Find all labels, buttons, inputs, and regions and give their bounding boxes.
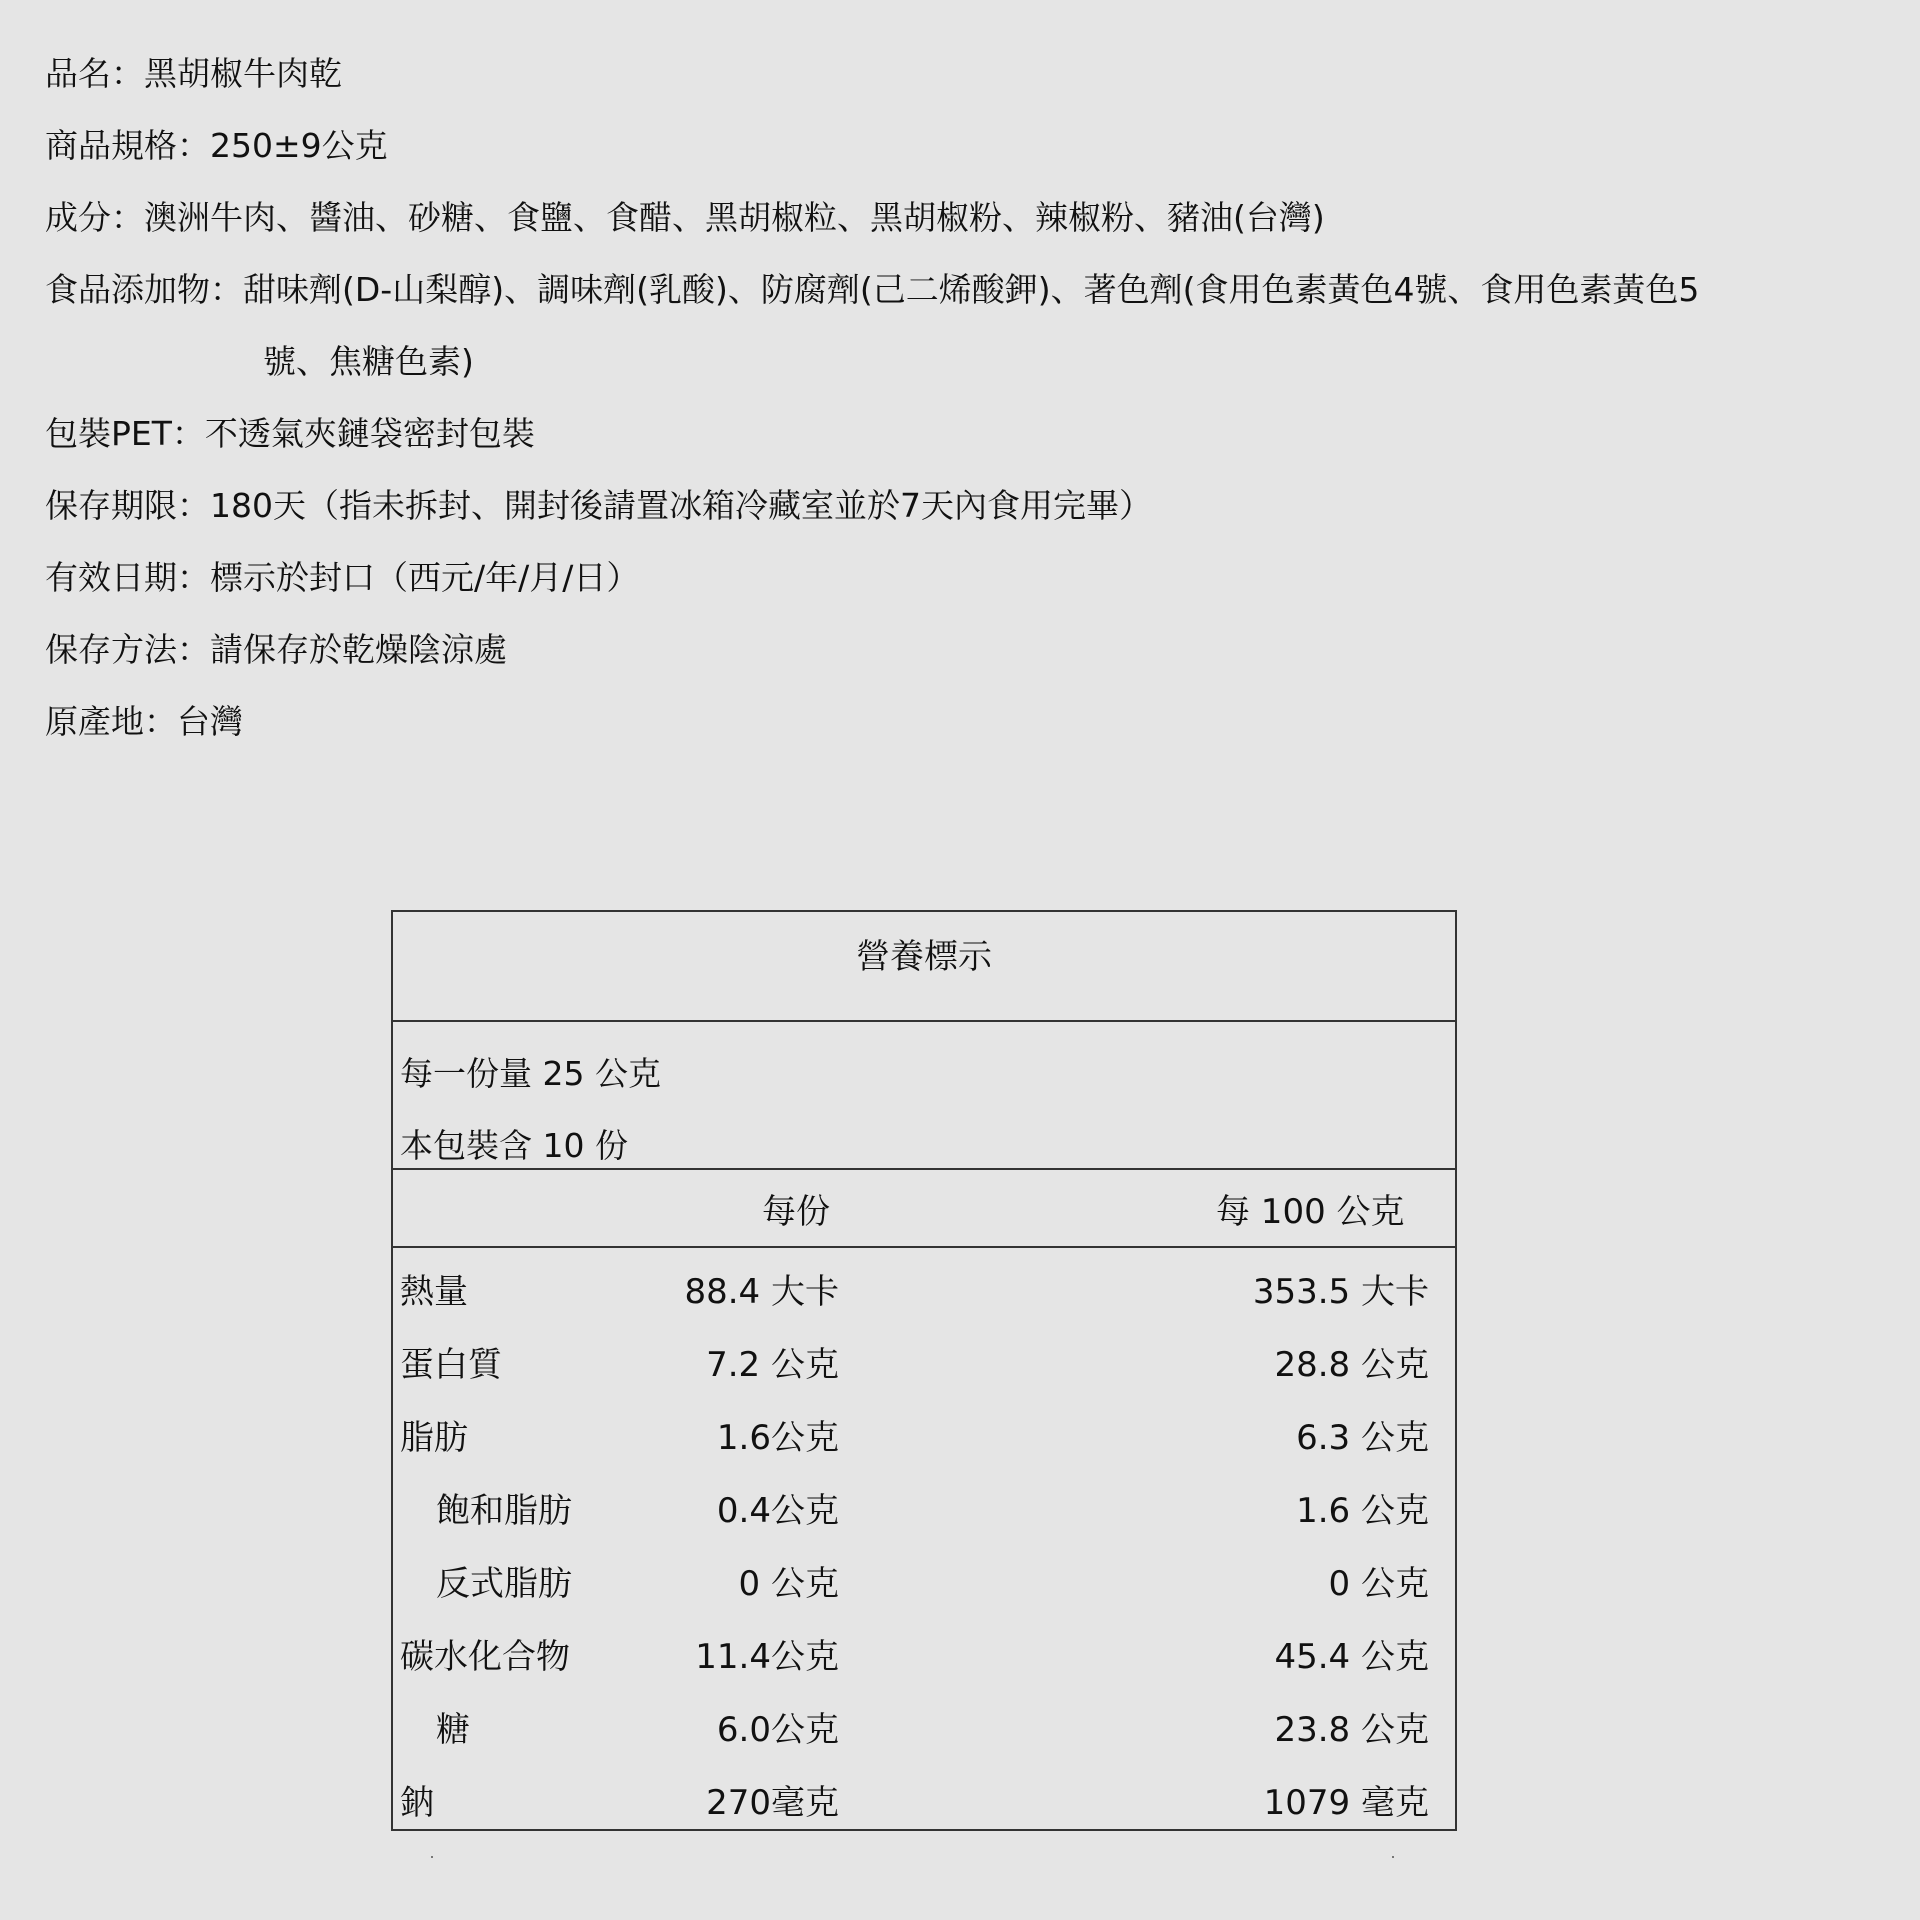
nutrient-name: 脂肪 xyxy=(400,1418,468,1458)
nutrient-name: 糖 xyxy=(436,1710,470,1750)
info-expiry: 有效日期：標示於封口（西元/年/月/日） xyxy=(45,558,640,597)
nutrient-name: 反式脂肪 xyxy=(436,1564,572,1604)
value-per-serving: 0.4公克 xyxy=(716,1491,839,1531)
info-shelf-life: 保存期限：180天（指未拆封、開封後請置冰箱冷藏室並於7天內食用完畢） xyxy=(45,486,1152,525)
nutrition-row xyxy=(393,1767,1455,1840)
nutrient-name: 蛋白質 xyxy=(400,1345,502,1385)
value-per-serving: 7.2 公克 xyxy=(706,1345,839,1385)
value-per-100g: 353.5 大卡 xyxy=(1252,1272,1429,1312)
nutrition-rows xyxy=(393,1248,1455,1840)
nutrition-row xyxy=(393,1402,1455,1475)
nutrition-table xyxy=(391,910,1457,1831)
nutrition-row xyxy=(393,1621,1455,1694)
info-product-name: 品名：黑胡椒牛肉乾 xyxy=(45,54,342,93)
value-per-100g: 1.6 公克 xyxy=(1296,1491,1429,1531)
value-per-100g: 1079 毫克 xyxy=(1263,1783,1429,1823)
info-spec: 商品規格：250±9公克 xyxy=(45,126,388,165)
nutrition-row xyxy=(393,1256,1455,1329)
value-per-serving: 270毫克 xyxy=(706,1783,839,1823)
value-per-serving: 6.0公克 xyxy=(716,1710,839,1750)
nutrient-name: 鈉 xyxy=(400,1783,434,1823)
info-additives-continued: 號、焦糖色素) xyxy=(263,342,474,381)
nutrient-name: 熱量 xyxy=(400,1272,468,1312)
col-per-serving: 每份 xyxy=(762,1192,830,1232)
value-per-serving: 0 公克 xyxy=(738,1564,839,1604)
product-info xyxy=(45,38,1895,758)
value-per-serving: 88.4 大卡 xyxy=(684,1272,839,1312)
stray-dot xyxy=(431,1856,433,1858)
nutrition-row xyxy=(393,1329,1455,1402)
value-per-100g: 23.8 公克 xyxy=(1274,1710,1429,1750)
info-ingredients: 成分：澳洲牛肉、醬油、砂糖、食鹽、食醋、黑胡椒粒、黑胡椒粉、辣椒粉、豬油(台灣) xyxy=(45,198,1325,237)
nutrition-header xyxy=(393,1170,1455,1248)
info-origin: 原產地：台灣 xyxy=(45,702,243,741)
nutrition-row xyxy=(393,1475,1455,1548)
value-per-100g: 45.4 公克 xyxy=(1274,1637,1429,1677)
nutrition-title: 營養標示 xyxy=(393,912,1455,1022)
stray-dot xyxy=(1392,1856,1394,1858)
col-per-100g: 每 100 公克 xyxy=(1216,1192,1405,1232)
serving-size: 每一份量 25 公克 xyxy=(400,1054,661,1093)
servings-per-package: 本包裝含 10 份 xyxy=(400,1126,628,1165)
value-per-serving: 1.6公克 xyxy=(716,1418,839,1458)
serving-info xyxy=(393,1022,1455,1170)
nutrition-row xyxy=(393,1694,1455,1767)
value-per-serving: 11.4公克 xyxy=(695,1637,839,1677)
info-additives: 食品添加物：甜味劑(D-山梨醇)、調味劑(乳酸)、防腐劑(己二烯酸鉀)、著色劑(食用色素黃色4號、食用色素黃色5 xyxy=(45,270,1700,309)
info-packaging: 包裝PET：不透氣夾鏈袋密封包裝 xyxy=(45,414,535,453)
info-storage: 保存方法：請保存於乾燥陰涼處 xyxy=(45,630,507,669)
nutrient-name: 碳水化合物 xyxy=(400,1637,570,1677)
nutrient-name: 飽和脂肪 xyxy=(436,1491,572,1531)
value-per-100g: 0 公克 xyxy=(1328,1564,1429,1604)
value-per-100g: 28.8 公克 xyxy=(1274,1345,1429,1385)
value-per-100g: 6.3 公克 xyxy=(1296,1418,1429,1458)
nutrition-row xyxy=(393,1548,1455,1621)
